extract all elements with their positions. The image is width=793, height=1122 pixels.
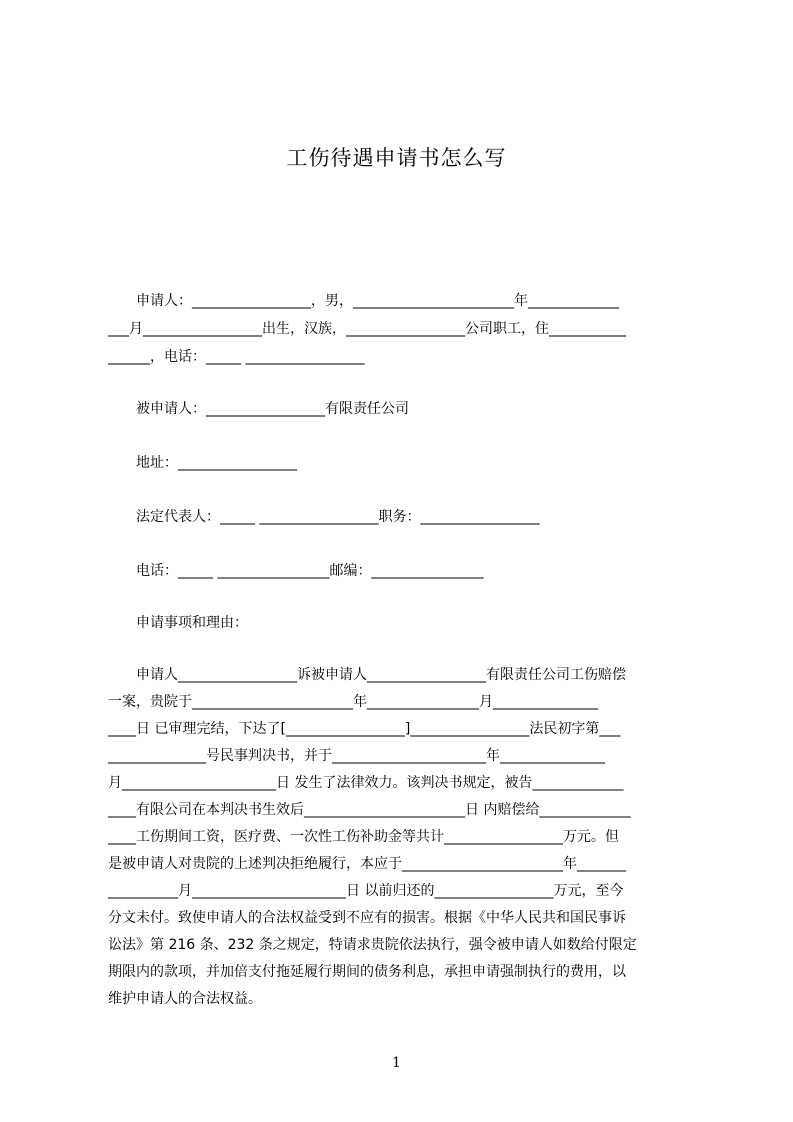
body-line-10: 分文未付。致使申请人的合法权益受到不应有的损害。根据《中华人民共和国民事诉	[108, 910, 626, 926]
page-title: 工伤待遇申请书怎么写	[286, 146, 507, 170]
body-line-2: 一案，贵院于_______________________年________________月_______________	[108, 694, 598, 710]
phone-line: 电话：_____ ________________邮编：________________	[136, 563, 484, 579]
body-line-1: 申请人_________________诉被申请人_________________有限责任公司工伤赔偿	[136, 667, 626, 683]
body-line-12: 期限内的款项，并加倍支付拖延履行期间的债务利息，承担申请强制执行的费用，以	[108, 964, 626, 980]
page-number: 1	[392, 1055, 401, 1071]
body-line-13: 维护申请人的合法权益。	[108, 991, 262, 1007]
applicant-line-2: ___月_________________出生，汉族，_________________公司职工，住___________	[108, 321, 626, 337]
body-line-6: ____有限公司在本判决书生效后_______________________日 内赔偿给_____________	[108, 802, 631, 818]
address-line: 地址：_________________	[136, 455, 297, 471]
body-line-9: __________月______________________日 以前归还的_________________万元，至今	[108, 883, 624, 899]
respondent-line: 被申请人：_________________有限责任公司	[136, 401, 409, 417]
body-line-8: 是被申请人对贵院的上述判决拒绝履行，本应于_______________________年_______	[108, 856, 626, 872]
reasons-heading: 申请事项和理由：	[136, 615, 248, 631]
body-line-3: ____日 已审理完结，下达了[_________________]_________________法民初字第___	[108, 721, 621, 737]
body-line-7: ____工伤期间工资，医疗费、一次性工伤补助金等共计_________________万元。但	[108, 829, 619, 845]
legal-rep-line: 法定代表人：_____ _________________职务：_________________	[136, 509, 540, 525]
applicant-line-1: 申请人：_________________，男，_______________________年_____________	[136, 293, 619, 309]
body-line-4: ______________号民事判决书，并于______________________年_______________	[108, 748, 605, 764]
body-line-5: 月______________________日 发生了法律效力。该判决书规定，被告_____________	[108, 775, 624, 791]
applicant-line-3: ______，电话：_____ _________________	[108, 349, 365, 365]
body-line-11: 讼法》第 216 条、232 条之规定，特请求贵院依法执行，强令被申请人如数给付限定	[108, 937, 637, 953]
